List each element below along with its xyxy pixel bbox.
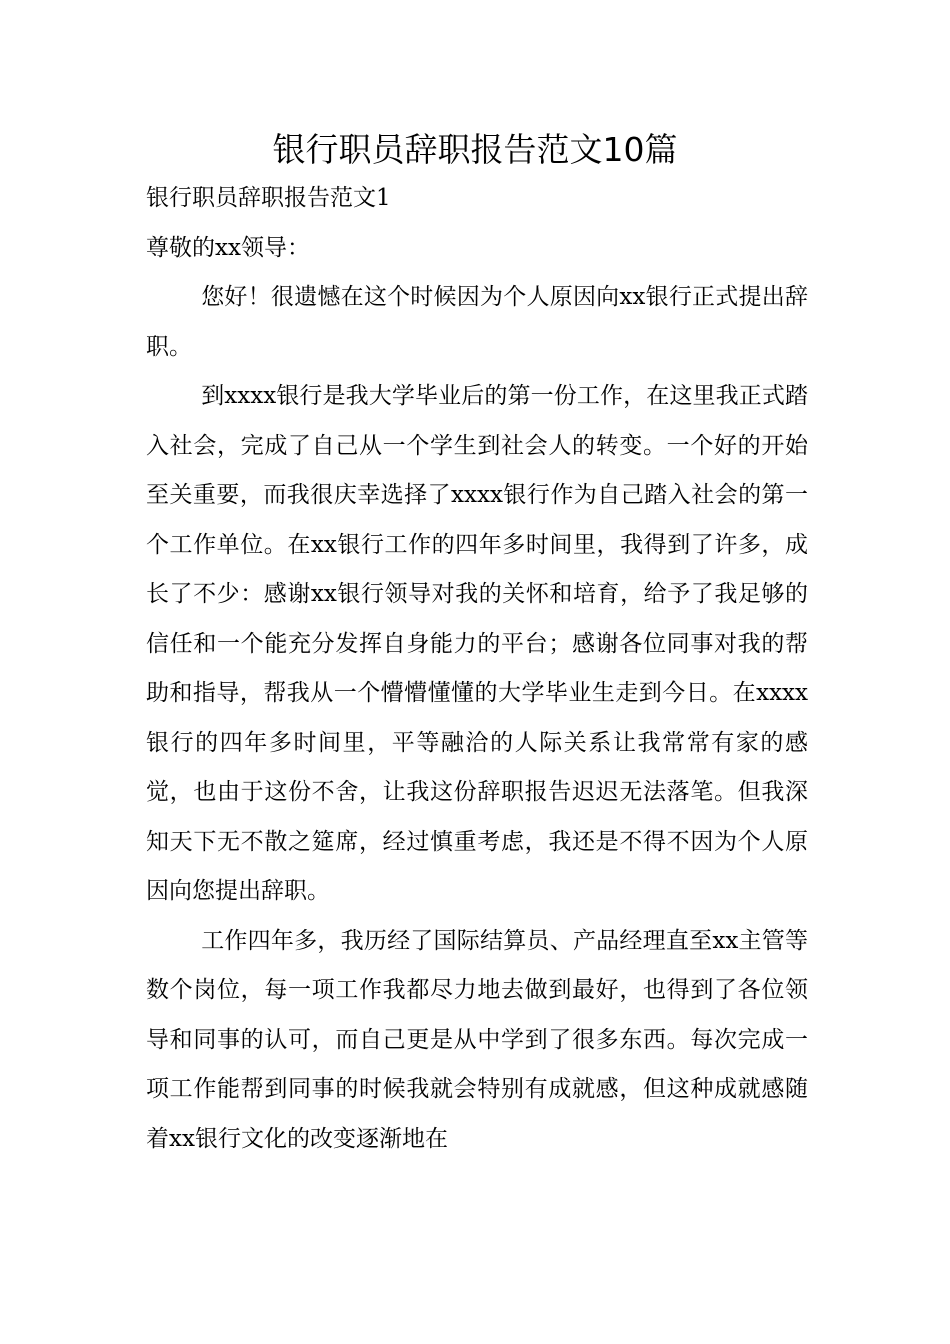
section-heading: 银行职员辞职报告范文1 bbox=[146, 185, 391, 211]
paragraph-3: 工作四年多，我历经了国际结算员、产品经理直至xx主管等数个岗位，每一项工作我都尽力地去做到最好，也得到了各位领导和同事的认可，而自己更是从中学到了很多东西。每次完成一项工作能帮到同事的时候我就会特别有成就感，但这种成就感随着xx银行文化的改变逐渐地在 bbox=[146, 927, 808, 1152]
paragraph-1: 您好！很遗憾在这个时候因为个人原因向xx银行正式提出辞职。 bbox=[146, 284, 808, 360]
document-title: 银行职员辞职报告范文10篇 bbox=[272, 130, 678, 169]
salutation: 尊敬的xx领导： bbox=[146, 234, 310, 261]
document-body bbox=[146, 174, 808, 1164]
paragraph-2: 到xxxx银行是我大学毕业后的第一份工作，在这里我正式踏入社会，完成了自己从一个学生到社会人的转变。一个好的开始至关重要，而我很庆幸选择了xxxx银行作为自己踏入社会的第一个工作单位。在xx银行工作的四年多时间里，我得到了许多，成长了不少：感谢xx银行领导对我的关怀和培育，给予了我足够的信任和一个能充分发挥自身能力的平台；感谢各位同事对我的帮助和指导，帮我从一个懵懵懂懂的大学毕业生走到今日。在xxxx银行的四年多时间里，平等融洽的人际关系让我常常有家的感觉，也由于这份不舍，让我这份辞职报告迟迟无法落笔。但我深知天下无不散之筵席，经过慎重考虑，我还是不得不因为个人原因向您提出辞职。 bbox=[146, 383, 808, 904]
